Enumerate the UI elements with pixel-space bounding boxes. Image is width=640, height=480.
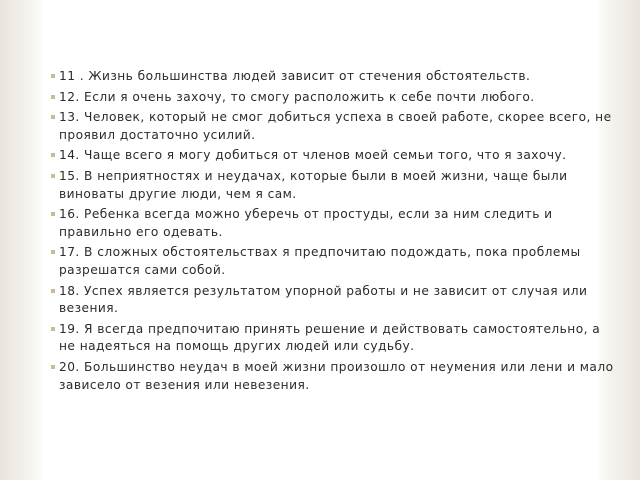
questionnaire-list	[59, 68, 619, 397]
list-item: 14. Чаще всего я могу добиться от членов моей семьи того, что я захочу.	[59, 147, 619, 165]
list-item: 18. Успех является результатом упорной работы и не зависит от случая или везения.	[59, 283, 619, 318]
list-item: 12. Если я очень захочу, то смогу расположить к себе почти любого.	[59, 89, 619, 107]
list-item: 19. Я всегда предпочитаю принять решение и действовать самостоятельно, а не надеяться на помощь других людей или судьбу.	[59, 321, 619, 356]
left-decorative-band	[0, 0, 45, 480]
list-item: 17. В сложных обстоятельствах я предпочитаю подождать, пока проблемы разрешатся сами собой.	[59, 244, 619, 279]
list-item: 13. Человек, который не смог добиться успеха в своей работе, скорее всего, не проявил достаточно усилий.	[59, 109, 619, 144]
list-item: 20. Большинство неудач в моей жизни произошло от неумения или лени и мало зависело от везения или невезения.	[59, 359, 619, 394]
list-item: 11 . Жизнь большинства людей зависит от стечения обстоятельств.	[59, 68, 619, 86]
list-item: 15. В неприятностях и неудачах, которые были в моей жизни, чаще были виноваты другие люди, чем я сам.	[59, 168, 619, 203]
list-item: 16. Ребенка всегда можно уберечь от простуды, если за ним следить и правильно его одевать.	[59, 206, 619, 241]
